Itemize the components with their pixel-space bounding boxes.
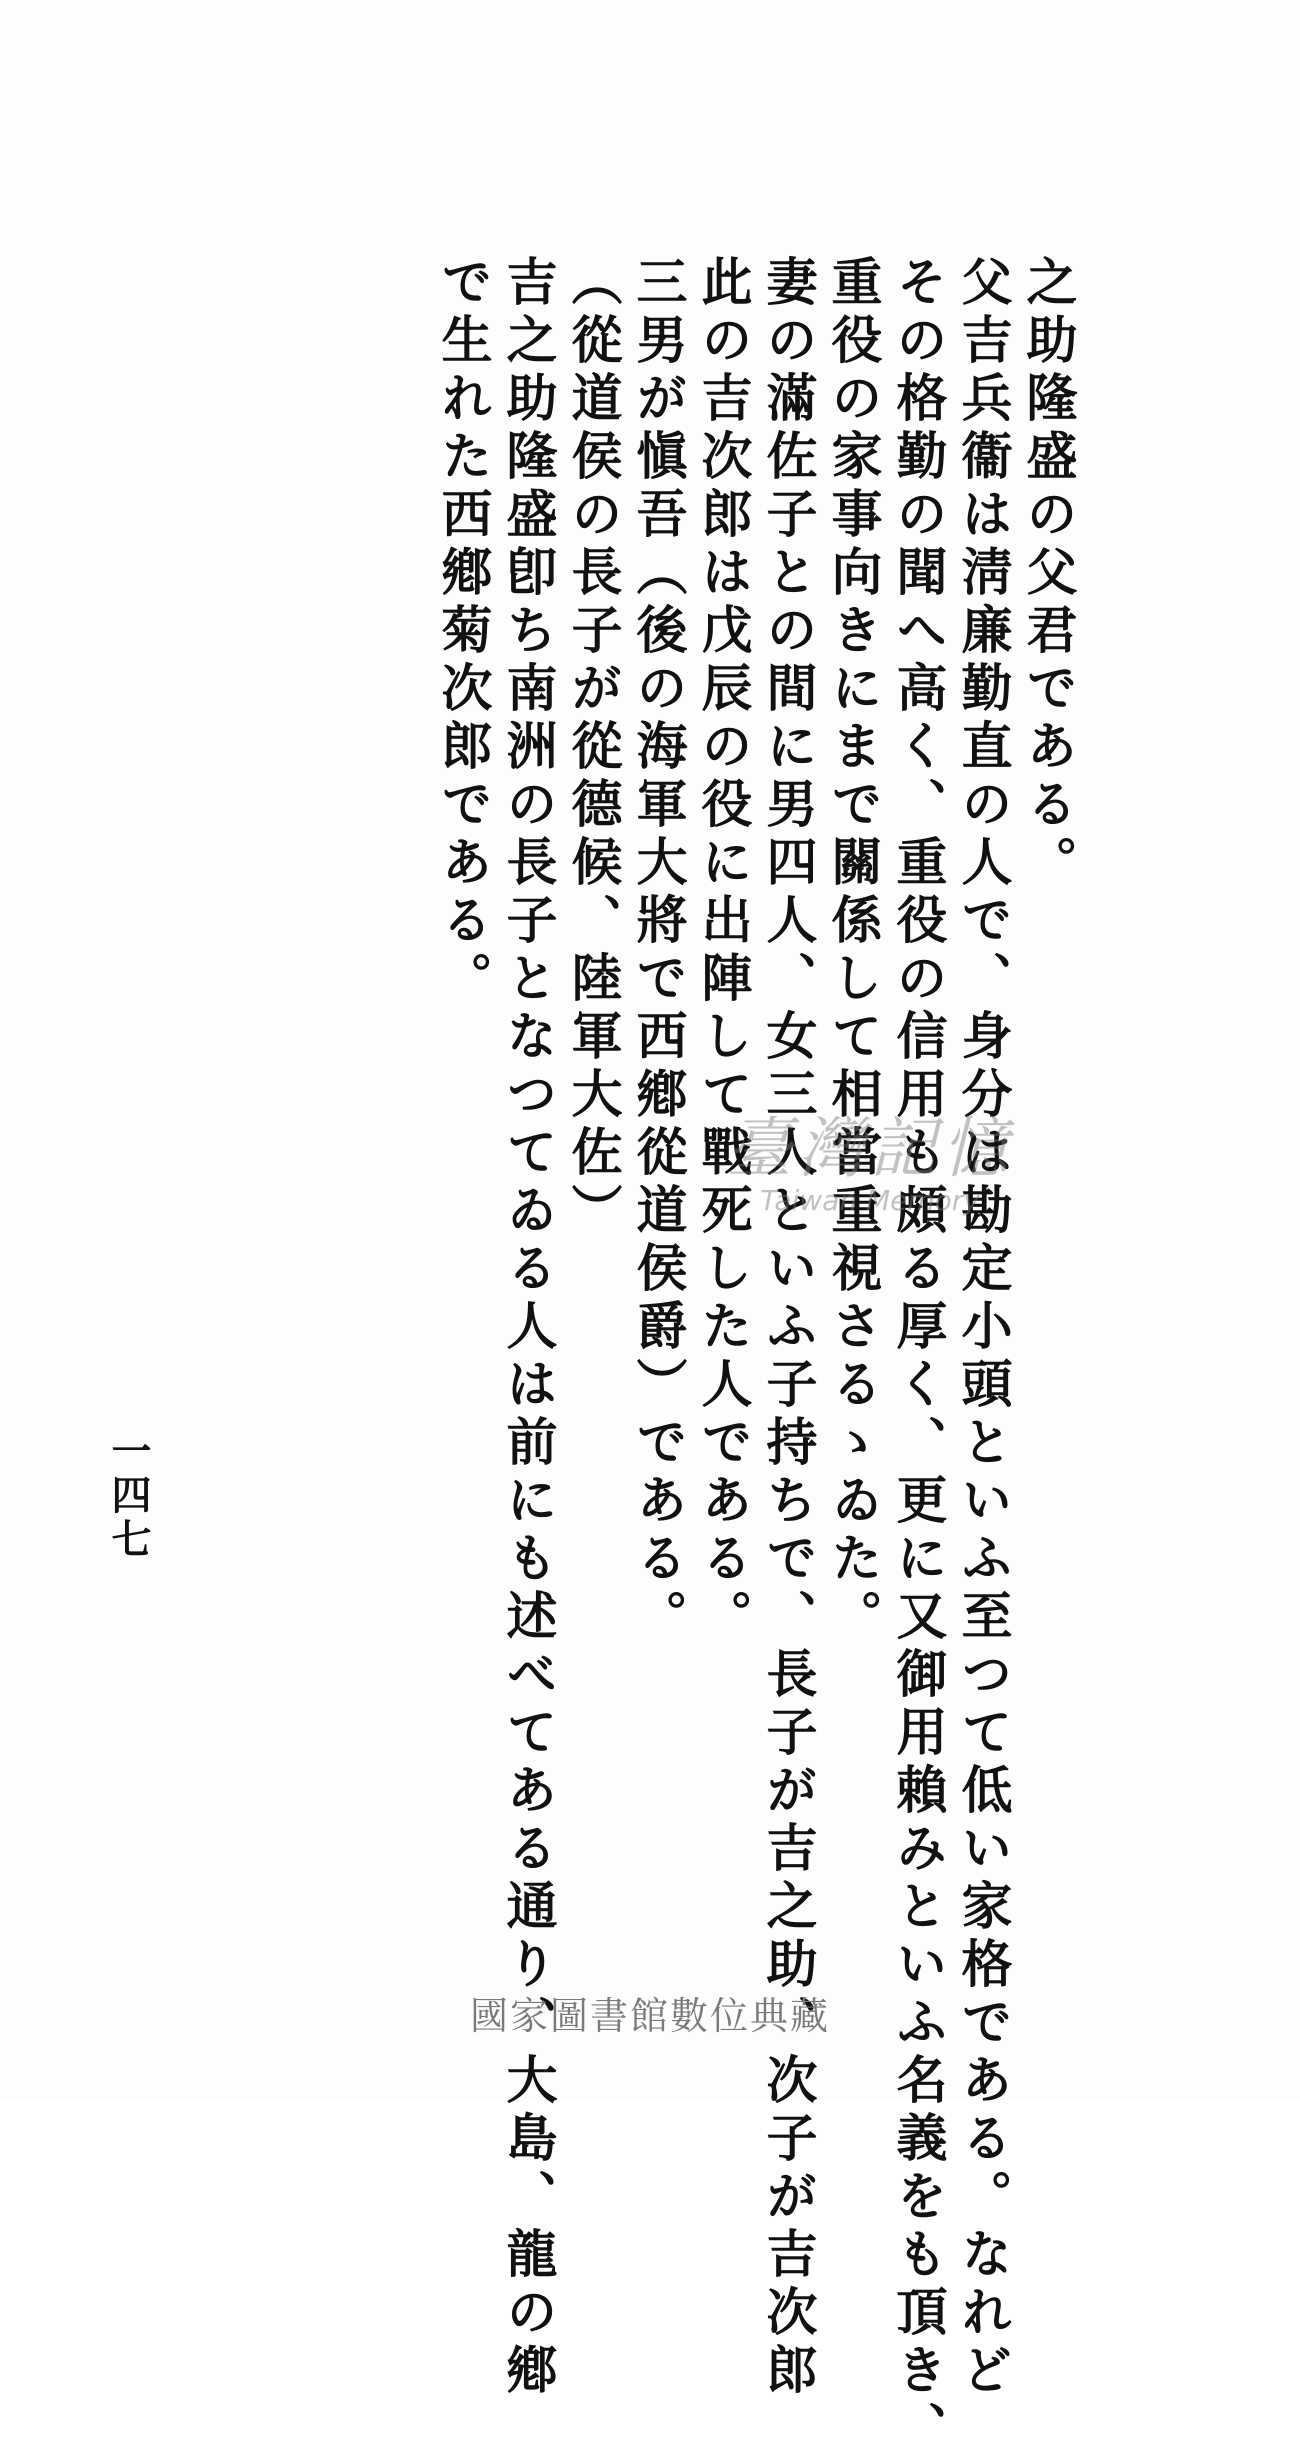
footer-label: 國家圖書館數位典藏 [469, 1994, 830, 2038]
text-line-10: で生れた西鄕菊次郎である。 [432, 255, 492, 1009]
text-line-1: 之助隆盛の父君である。 [1017, 255, 1077, 893]
text-line-8: （從道侯の長子が從德候、陸軍大佐） [562, 255, 622, 1241]
text-line-7: 三男が愼吾（後の海軍大將で西鄕從道侯爵）である。 [627, 255, 687, 1647]
text-line-2: 父吉兵衞は淸廉勤直の人で、身分は勘定小頭といふ至つて低い家格である。なれど [952, 255, 1012, 2401]
text-line-3: その格勤の聞へ高く、重役の信用も頗る厚く、更に又御用賴みといふ名義をも頂き、 [887, 255, 947, 2459]
text-line-5: 妻の滿佐子との間に男四人、女三人といふ子持ちで、長子が吉之助、次子が吉次郎 [757, 255, 817, 2401]
text-line-4: 重役の家事向きにまで關係して相當重視さるゝゐた。 [822, 255, 882, 1647]
text-line-6: 此の吉次郎は戊辰の役に出陣して戰死した人である。 [692, 255, 752, 1647]
text-line-9: 吉之助隆盛卽ち南洲の長子となつてゐる人は前にも述べてある通り、大島、龍の鄕 [497, 255, 557, 2401]
page-number: 一四七 [105, 1430, 152, 1562]
watermark-title: 臺灣記憶 [726, 1110, 1014, 1187]
watermark-subtitle: Taiwan Memory [760, 1184, 980, 1217]
